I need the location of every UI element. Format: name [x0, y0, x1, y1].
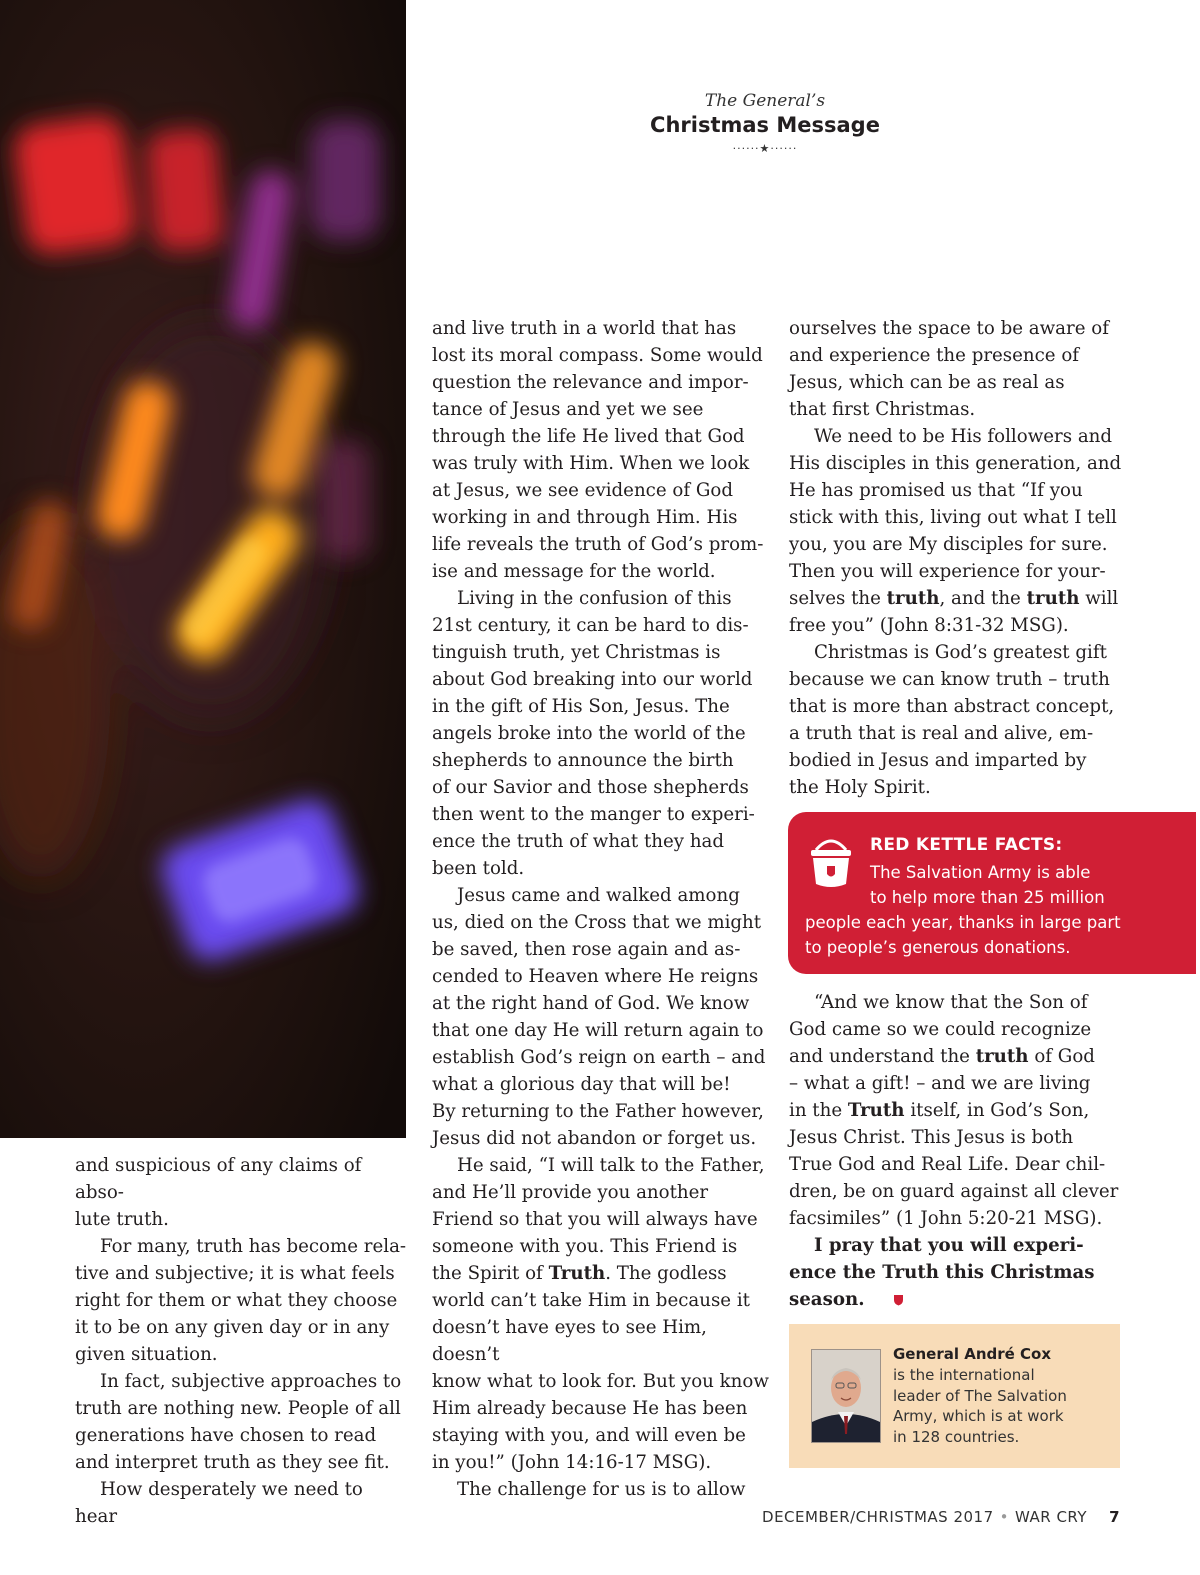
page-title: Christmas Message	[650, 113, 880, 137]
author-portrait	[811, 1349, 881, 1443]
callout-text: The Salvation Army is able	[870, 863, 1091, 882]
page-number: 7	[1109, 1508, 1120, 1526]
article-column-3-top	[789, 315, 1124, 801]
paragraph: Christmas is God’s greatest gift because we can know truth – truth that is more than abstract concept, a truth that is real and alive, em- bodied in Jesus and imparted by the Holy Spirit.	[789, 642, 1115, 798]
paragraph: and suspicious of any claims of abso- lute truth.	[75, 1155, 362, 1230]
footer-separator: •	[999, 1508, 1009, 1526]
paragraph: Living in the confusion of this 21st century, it can be hard to dis- tinguish truth, yet Christmas is about God breaking into our world in the gift of His Son, Jesus. The angels broke into the world of the shepherds to announce the birth of our Savior and those shepherds then went to the manger to experi- ence the truth of what they had been told.	[432, 588, 755, 879]
article-column-3-bottom	[789, 989, 1124, 1313]
bio-line: in 128 countries.	[893, 1428, 1020, 1447]
callout-title: RED KETTLE FACTS:	[870, 835, 1063, 855]
header-kicker: The General’s	[704, 91, 826, 111]
paragraph: We need to be His followers and His disciples in this generation, and He has promised us that “If you stick with this, living out what I tell you, you are My disciples for sure. Then you will experience for your- selves the truth, and the truth will free you” (John 8:31-32 MSG).	[789, 426, 1122, 636]
magazine-name: WAR CRY	[1015, 1508, 1088, 1526]
bold-truth: truth	[886, 588, 940, 609]
paragraph: He said, “I will talk to the Father, and He’ll provide you another Friend so that you will always have someone with you. This Friend is the Spirit of Truth. The godless world can’t take Him in because it doesn’t have eyes to see Him, doesn’t know what to look for. But you know Him already because He has been staying with you, and will even be in you!” (John 14:16-17 MSG).	[432, 1155, 769, 1473]
article-column-2	[432, 315, 770, 1503]
bio-line: Army, which is at work	[893, 1407, 1064, 1426]
paragraph: Jesus came and walked among us, died on the Cross that we might be saved, then rose again and as- cended to Heaven where He reigns at the right hand of God. We know that one day He will return again to establish God’s reign on earth – and what a glorious day that will be! By returning to the Father however, Jesus did not abandon or forget us.	[432, 885, 766, 1149]
author-name: General André Cox	[893, 1345, 1052, 1363]
callout-text: people each year, thanks in large part	[805, 913, 1121, 932]
author-bio-text	[893, 1344, 1108, 1448]
paragraph: ourselves the space to be aware of and experience the presence of Jesus, which can be as real as that first Christmas.	[789, 318, 1109, 420]
paragraph: The challenge for us is to allow	[457, 1479, 746, 1500]
paragraph: and live truth in a world that has lost its moral compass. Some would question the relevance and impor- tance of Jesus and yet we see through the life He lived that God was truly with Him. When we look at Jesus, we see evidence of God working in and through Him. His life reveals the truth of God’s prom- ise and message for the world.	[432, 318, 764, 582]
closing-paragraph: I pray that you will experi- ence the Truth this Christmas season.	[789, 1235, 1095, 1310]
author-bio-box	[789, 1324, 1120, 1468]
paragraph: For many, truth has become rela- tive and subjective; it is what feels right for them or what they choose it to be on any given day or in any given situation.	[75, 1236, 407, 1365]
article-column-1	[75, 1152, 410, 1530]
bio-line: is the international	[893, 1365, 1035, 1384]
bio-line: leader of The Salvation	[893, 1386, 1067, 1405]
red-kettle-facts-callout	[788, 812, 1196, 974]
callout-text: to help more than 25 million	[870, 888, 1105, 907]
paragraph: In fact, subjective approaches to truth are nothing new. People of all generations have chosen to read and interpret truth as they see fit.	[75, 1371, 402, 1473]
star-ornament-divider: ······★······	[732, 142, 798, 155]
bold-truth: truth	[975, 1046, 1029, 1067]
page-footer	[700, 1506, 1120, 1528]
callout-text: to people’s generous donations.	[805, 938, 1071, 957]
red-kettle-icon	[808, 834, 854, 890]
red-shield-icon	[868, 1287, 879, 1299]
paragraph: How desperately we need to hear	[75, 1479, 363, 1527]
paragraph: “And we know that the Son of God came so we could recognize and understand the truth of God – what a gift! – and we are living in the Truth itself, in God’s Son, Jesus Christ. This Jesus is both True God and Real Life. Dear chil- dren, be on guard against all clever facsimiles” (1 John 5:20-21 MSG).	[789, 992, 1119, 1229]
issue-date: DECEMBER/CHRISTMAS 2017	[762, 1508, 994, 1526]
bold-truth: truth	[1026, 588, 1080, 609]
bokeh-lights-photo	[0, 0, 406, 1138]
bold-truth: Truth	[847, 1100, 905, 1121]
article-header	[620, 90, 910, 158]
bold-truth: Truth	[548, 1263, 606, 1284]
